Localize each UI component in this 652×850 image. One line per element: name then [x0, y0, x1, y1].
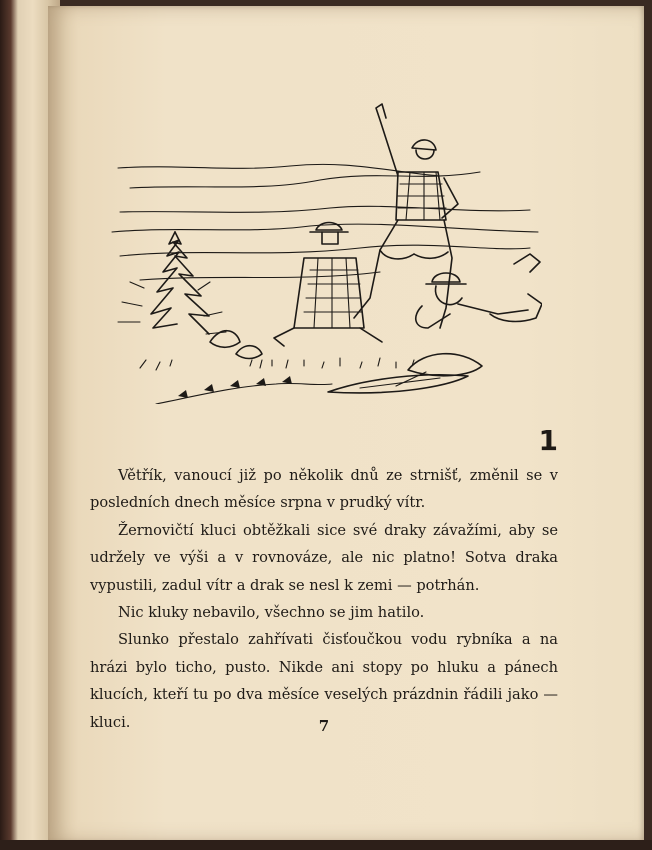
paragraph: Větřík, vanoucí již po několik dnů ze strnišť, změnil se v posledních dnech měsíce srpna v prudký vítr. [90, 467, 558, 512]
paragraph: Žernovičtí kluci obtěžkali sice své draky závažími, aby se udržely ve výši a v rovnováze, ale nic platno! Sotva draka vypustili, zadul vítr a drak se nesl k zemi — potrhán. [90, 521, 558, 594]
paragraph: Slunko přestalo zahřívati čisťoučkou vodu rybníka a na hrázi bylo ticho, pusto. Nikde ani stopy po hluku a pánech klucích, kteří tu po dva měsíce veselých prázdnin řádili jako — kluci. [90, 631, 558, 731]
chapter-number: 1 [538, 424, 558, 457]
page-number: 7 [318, 717, 330, 735]
chapter-illustration [60, 92, 542, 404]
paragraph: Nic kluky nebavilo, všechno se jim hatilo. [118, 604, 425, 622]
page-bottom-shadow [0, 840, 652, 850]
chapter-text [90, 462, 558, 736]
